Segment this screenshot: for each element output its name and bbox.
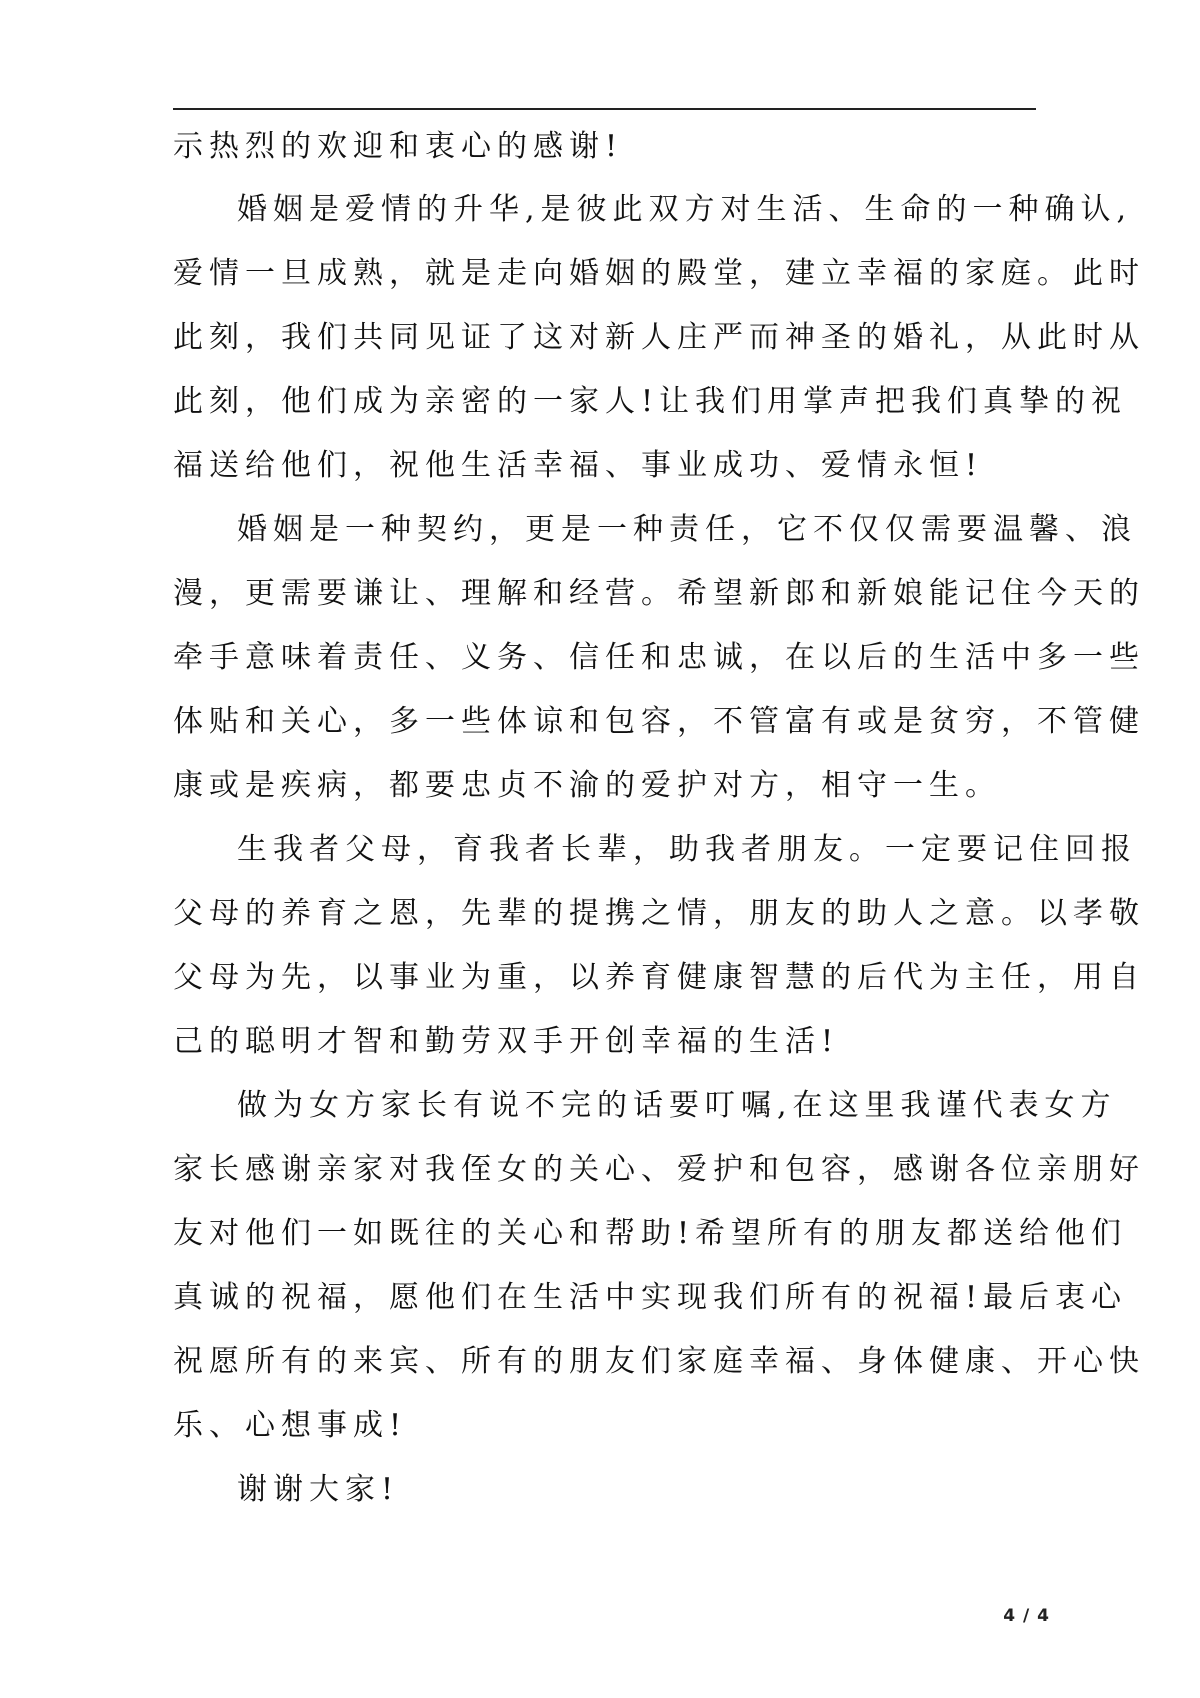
paragraph-gratitude: 生我者父母，育我者长辈，助我者朋友。一定要记住回报 bbox=[237, 832, 1137, 867]
paragraph-line: 牵手意味着责任、义务、信任和忠诚，在以后的生活中多一些 bbox=[173, 640, 1145, 675]
page-number: 4 / 4 bbox=[1003, 1606, 1050, 1626]
document-body bbox=[173, 116, 1145, 1522]
paragraph-line: 家长感谢亲家对我侄女的关心、爱护和包容，感谢各位亲朋好 bbox=[173, 1152, 1145, 1187]
paragraph-line: 父母为先，以事业为重，以养育健康智慧的后代为主任，用自 bbox=[173, 960, 1145, 995]
paragraph-welcome-continuation: 示热烈的欢迎和衷心的感谢! bbox=[173, 129, 624, 164]
paragraph-line: 己的聪明才智和勤劳双手开创幸福的生活! bbox=[173, 1024, 840, 1059]
paragraph-line: 友对他们一如既往的关心和帮助!希望所有的朋友都送给他们 bbox=[173, 1216, 1128, 1251]
paragraph-line: 祝愿所有的来宾、所有的朋友们家庭幸福、身体健康、开心快 bbox=[173, 1344, 1145, 1379]
header-rule bbox=[173, 108, 1036, 110]
paragraph-line: 此刻，我们共同见证了这对新人庄严而神圣的婚礼，从此时从 bbox=[173, 320, 1145, 355]
paragraph-closing: 谢谢大家! bbox=[237, 1472, 400, 1507]
paragraph-line: 体贴和关心，多一些体谅和包容，不管富有或是贫穷，不管健 bbox=[173, 704, 1145, 739]
paragraph-marriage-sublimation: 婚姻是爱情的升华,是彼此双方对生活、生命的一种确认, bbox=[237, 192, 1133, 227]
paragraph-line: 乐、心想事成! bbox=[173, 1408, 408, 1443]
paragraph-bride-family-thanks: 做为女方家长有说不完的话要叮嘱,在这里我谨代表女方 bbox=[237, 1088, 1117, 1123]
paragraph-line: 漫，更需要谦让、理解和经营。希望新郎和新娘能记住今天的 bbox=[173, 576, 1145, 611]
paragraph-marriage-responsibility: 婚姻是一种契约，更是一种责任，它不仅仅需要温馨、浪 bbox=[237, 512, 1137, 547]
paragraph-line: 父母的养育之恩，先辈的提携之情，朋友的助人之意。以孝敬 bbox=[173, 896, 1145, 931]
paragraph-line: 此刻，他们成为亲密的一家人!让我们用掌声把我们真挚的祝 bbox=[173, 384, 1128, 419]
paragraph-line: 康或是疾病，都要忠贞不渝的爱护对方，相守一生。 bbox=[173, 768, 1001, 803]
paragraph-line: 爱情一旦成熟，就是走向婚姻的殿堂，建立幸福的家庭。此时 bbox=[173, 256, 1145, 291]
paragraph-line: 福送给他们，祝他生活幸福、事业成功、爱情永恒! bbox=[173, 448, 984, 483]
paragraph-line: 真诚的祝福，愿他们在生活中实现我们所有的祝福!最后衷心 bbox=[173, 1280, 1128, 1315]
